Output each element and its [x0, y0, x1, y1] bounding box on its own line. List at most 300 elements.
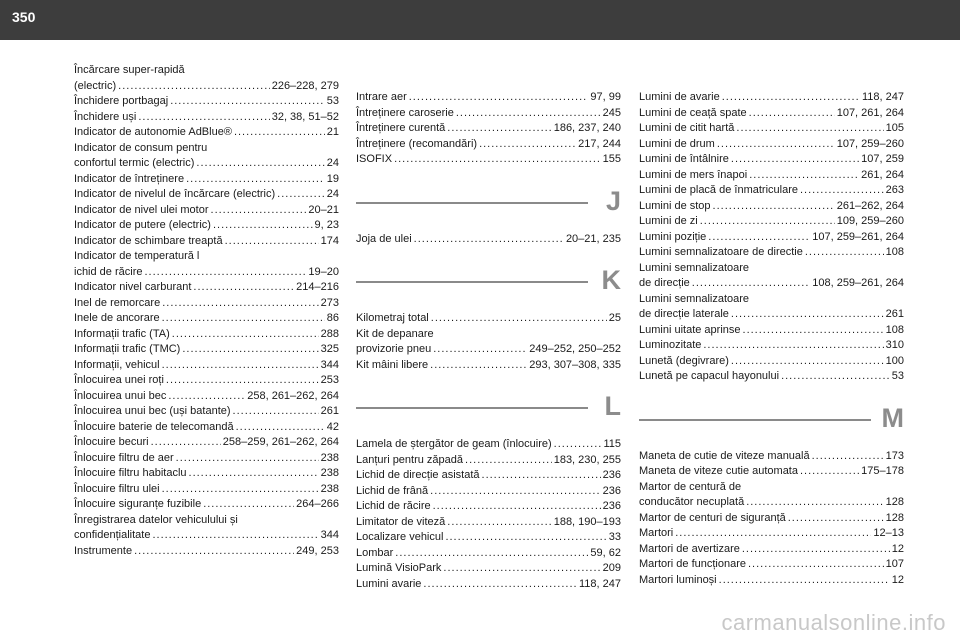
index-entry-pages: 128	[885, 511, 904, 524]
index-entry-title: ichid de răcire	[74, 265, 143, 278]
index-entry	[74, 451, 339, 467]
index-entry-title: Înlocuirea unui bec (uși batante)	[74, 405, 231, 417]
index-entry	[639, 338, 904, 354]
index-entry-title: Limitator de viteză	[356, 515, 446, 528]
index-entry-title: Indicator de autonomie AdBlue®	[74, 126, 232, 138]
index-entry-title: Indicator de întreținere	[74, 172, 185, 185]
index-entry	[356, 152, 621, 168]
index-entry-pages: 310	[885, 339, 904, 351]
index-entry	[356, 121, 621, 137]
dot-leader	[277, 187, 325, 203]
dot-leader	[409, 90, 589, 106]
page-header-bar	[0, 0, 960, 40]
index-entry	[639, 323, 904, 339]
index-entry-pages: 293, 307–308, 335	[529, 358, 621, 371]
index-entry-pages: 238	[320, 467, 339, 479]
index-entry-title: Informații trafic (TMC)	[74, 343, 181, 355]
index-entry-pages: 288	[320, 327, 339, 340]
index-entry-title: Lunetă pe capacul hayonului	[639, 370, 780, 382]
index-entry-title: Lunetă (degivrare)	[639, 354, 729, 367]
dot-leader	[168, 389, 245, 405]
index-entry-pages: 12	[891, 573, 904, 586]
index-entry	[639, 106, 904, 122]
dot-leader	[692, 276, 810, 292]
index-entry	[74, 110, 339, 126]
index-entry	[74, 327, 339, 343]
section-rule	[356, 407, 588, 409]
dot-leader	[172, 327, 319, 343]
index-entry-title: Inel de remorcare	[74, 296, 161, 309]
index-entry-pages: 238	[320, 482, 339, 495]
index-entry-title: Întreținere caroserie	[356, 106, 454, 119]
dot-leader	[749, 168, 859, 184]
dot-leader	[430, 484, 600, 500]
dot-leader	[713, 199, 835, 215]
dot-leader	[700, 214, 835, 230]
index-entry-title: Martor de centuri de siguranță	[639, 511, 786, 524]
index-entry-pages: 155	[602, 153, 621, 165]
index-entry-title-line: Lumini semnalizatoare	[639, 292, 750, 305]
index-entry-pages: 118, 247	[578, 577, 621, 590]
index-entry-pages: 175–178	[861, 465, 904, 477]
index-entry-pages: 118, 247	[861, 91, 904, 103]
dot-leader	[234, 125, 325, 141]
index-entry	[356, 530, 621, 546]
section-rule	[356, 202, 588, 204]
index-entry-pages: 19	[326, 172, 339, 185]
dot-leader	[394, 152, 601, 168]
index-entry	[356, 327, 621, 358]
index-entry-pages: 238	[320, 451, 339, 464]
index-entry-title: Indicator de putere (electric)	[74, 219, 211, 231]
index-entry	[74, 63, 339, 94]
index-entry-pages: 25	[608, 312, 621, 324]
index-entry-pages: 214–216	[296, 281, 339, 293]
index-entry-pages: 19–20	[308, 265, 339, 278]
index-entry	[74, 544, 339, 560]
index-entry	[74, 482, 339, 498]
index-entry-pages: 236	[602, 484, 621, 497]
dot-leader	[414, 232, 564, 248]
index-entry	[74, 187, 339, 203]
index-entry-title: Kit mâini libere	[356, 358, 429, 371]
index-entry-pages: 42	[326, 420, 339, 433]
dot-leader	[746, 495, 883, 511]
dot-leader	[748, 557, 884, 573]
index-entry-title: Lumini de mers înapoi	[639, 168, 748, 181]
dot-leader	[703, 338, 883, 354]
index-entry-pages: 249–252, 250–252	[529, 343, 621, 355]
dot-leader	[719, 573, 890, 589]
dot-leader	[186, 172, 325, 188]
index-entry	[639, 121, 904, 137]
dot-leader	[118, 79, 270, 95]
index-entry-pages: 249, 253	[296, 544, 339, 557]
index-entry	[639, 449, 904, 465]
index-entry-title: Instrumente	[74, 544, 133, 557]
index-entry	[639, 511, 904, 527]
index-entry	[639, 369, 904, 385]
dot-leader	[447, 121, 551, 137]
index-entry-title-line: Înregistrarea datelor vehiculului și	[74, 513, 238, 526]
section-divider	[356, 373, 621, 437]
dot-leader	[162, 358, 319, 374]
index-column-2	[356, 90, 621, 592]
dot-leader	[144, 265, 306, 281]
dot-leader	[800, 183, 884, 199]
index-entry	[639, 292, 904, 323]
index-entry-title: Înlocuire filtru de aer	[74, 451, 174, 464]
index-entry-title: Lanțuri pentru zăpadă	[356, 453, 464, 466]
index-entry-pages: 59, 62	[590, 546, 621, 559]
dot-leader	[433, 342, 527, 358]
index-entry	[74, 218, 339, 234]
index-entry-title: Informații, vehicul	[74, 358, 160, 371]
dot-leader	[717, 137, 835, 153]
index-entry-pages: 188, 190–193	[553, 515, 621, 528]
index-entry-title: Martori de funcționare	[639, 558, 746, 570]
index-entry-pages: 33	[608, 531, 621, 543]
dot-leader	[731, 152, 859, 168]
index-entry-title: Lumini de zi	[639, 215, 698, 227]
index-entry-title: Lumini de citit hartă	[639, 122, 735, 134]
index-entry-title: Lamela de ștergător de geam (înlocuire)	[356, 438, 552, 450]
index-entry-title: Înlocuire baterie de telecomandă	[74, 420, 234, 433]
index-entry-pages: 344	[320, 358, 339, 371]
index-entry	[639, 214, 904, 230]
dot-leader	[395, 546, 588, 562]
index-entry	[639, 480, 904, 511]
index-entry-pages: 209	[602, 562, 621, 574]
index-entry-pages: 108	[885, 246, 904, 258]
index-entry-pages: 186, 237, 240	[553, 122, 621, 134]
index-entry-pages: 100	[885, 354, 904, 367]
index-entry	[74, 435, 339, 451]
index-entry-pages: 108, 259–261, 264	[812, 277, 904, 289]
index-entry-pages: 174	[320, 234, 339, 247]
dot-leader	[800, 464, 859, 480]
dot-leader	[788, 511, 884, 527]
index-entry-pages: 261	[885, 308, 904, 320]
page-number: 350	[12, 9, 36, 25]
index-entry-title: Localizare vehicul	[356, 531, 444, 543]
index-entry-pages: 261–262, 264	[836, 199, 904, 212]
index-entry	[356, 106, 621, 122]
index-entry	[356, 499, 621, 515]
index-entry-pages: 217, 244	[578, 137, 621, 150]
index-entry-title-line: Kit de depanare	[356, 327, 434, 340]
index-entry	[639, 245, 904, 261]
index-entry	[639, 557, 904, 573]
dot-leader	[162, 296, 318, 312]
index-entry	[74, 172, 339, 188]
index-entry	[74, 497, 339, 513]
index-entry	[639, 168, 904, 184]
index-entry-title-line: Martor de centură de	[639, 480, 742, 493]
index-entry-pages: 108	[885, 323, 904, 336]
index-entry-title: Lumini avarie	[356, 577, 422, 590]
index-entry-pages: 12–13	[873, 527, 904, 539]
index-entry-title: Indicator de schimbare treaptă	[74, 234, 223, 247]
index-entry-title: Maneta de viteze cutie automata	[639, 465, 798, 477]
index-entry-title: Închidere uși	[74, 110, 137, 123]
dot-leader	[196, 156, 324, 172]
dot-leader	[211, 203, 307, 219]
index-entry-title: Lumini de întâlnire	[639, 153, 729, 165]
index-entry-pages: 107, 259–261, 264	[812, 230, 904, 243]
index-entry	[356, 453, 621, 469]
dot-leader	[162, 482, 319, 498]
index-entry-title: Lichid de răcire	[356, 500, 431, 512]
dot-leader	[708, 230, 810, 246]
dot-leader	[225, 234, 319, 250]
index-entry-pages: 183, 230, 255	[553, 453, 621, 466]
index-entry	[74, 203, 339, 219]
dot-leader	[742, 542, 890, 558]
index-entry-pages: 12	[891, 542, 904, 555]
index-entry-pages: 173	[885, 449, 904, 462]
index-entry-title: de direcție laterale	[639, 308, 729, 320]
index-entry	[639, 573, 904, 589]
index-entry-title: Înlocuire filtru ulei	[74, 482, 160, 495]
index-entry-pages: 109, 259–260	[836, 215, 904, 227]
index-entry-pages: 245	[602, 106, 621, 119]
index-entry-pages: 264–266	[296, 498, 339, 510]
index-entry	[356, 311, 621, 327]
index-entry	[356, 484, 621, 500]
index-entry-pages: 105	[885, 122, 904, 134]
index-column-1	[74, 63, 339, 559]
dot-leader	[189, 466, 319, 482]
section-letter: K	[601, 265, 621, 295]
dot-leader	[433, 499, 601, 515]
index-entry-title: Intrare aer	[356, 91, 407, 103]
dot-leader	[203, 497, 294, 513]
index-column-3	[639, 90, 904, 588]
index-entry	[639, 137, 904, 153]
dot-leader	[479, 137, 576, 153]
index-entry-pages: 24	[326, 157, 339, 169]
dot-leader	[749, 106, 835, 122]
index-entry-pages: 261, 264	[861, 168, 904, 181]
index-entry	[74, 280, 339, 296]
dot-leader	[675, 526, 871, 542]
index-entry-pages: 253	[320, 374, 339, 386]
dot-leader	[456, 106, 601, 122]
index-entry-title: Înlocuire filtru habitaclu	[74, 467, 187, 479]
index-entry-pages: 107, 261, 264	[836, 106, 904, 119]
index-entry-title: Indicator nivel carburant	[74, 281, 192, 293]
index-entry-title-line: Indicator de consum pentru	[74, 141, 208, 154]
index-entry	[74, 404, 339, 420]
index-entry-pages: 21	[326, 126, 339, 138]
index-entry	[356, 90, 621, 106]
index-entry-title: Închidere portbagaj	[74, 95, 169, 107]
index-entry	[74, 420, 339, 436]
index-entry	[639, 152, 904, 168]
index-entry	[639, 199, 904, 215]
index-entry-pages: 273	[320, 296, 339, 309]
index-entry	[74, 466, 339, 482]
index-entry-title: de direcție	[639, 277, 690, 289]
index-entry-pages: 107, 259	[861, 153, 904, 165]
index-entry-pages: 128	[885, 496, 904, 508]
index-entry	[74, 249, 339, 280]
dot-leader	[465, 453, 552, 469]
index-entry	[356, 232, 621, 248]
index-entry	[356, 137, 621, 153]
dot-leader	[162, 311, 325, 327]
dot-leader	[445, 530, 606, 546]
index-entry	[74, 311, 339, 327]
index-entry	[74, 141, 339, 172]
section-rule	[639, 419, 871, 421]
index-entry-pages: 226–228, 279	[271, 79, 339, 92]
index-entry	[356, 437, 621, 453]
index-entry-title: Lichid de frână	[356, 484, 429, 497]
index-entry-title: Martori de avertizare	[639, 542, 740, 555]
index-entry-title: Lumini semnalizatoare de directie	[639, 246, 803, 258]
index-entry	[74, 513, 339, 544]
index-entry-title: confortul termic (electric)	[74, 157, 195, 169]
section-letter: J	[605, 185, 621, 216]
index-entry-pages: 261	[320, 405, 339, 417]
index-entry-title: Lumini de drum	[639, 137, 715, 150]
index-entry-title: Luminozitate	[639, 339, 702, 351]
index-entry	[74, 342, 339, 358]
index-entry-pages: 325	[320, 343, 339, 355]
index-entry	[639, 354, 904, 370]
index-entry-pages: 97, 99	[590, 91, 621, 103]
dot-leader	[236, 420, 325, 436]
index-entry	[74, 125, 339, 141]
section-rule	[356, 281, 588, 283]
section-letter: M	[881, 402, 904, 433]
index-entry-pages: 258, 261–262, 264	[247, 389, 339, 402]
dot-leader	[482, 468, 601, 484]
index-entry-pages: 20–21, 235	[565, 232, 621, 245]
dot-leader	[233, 404, 319, 420]
index-entry-pages: 344	[320, 529, 339, 541]
index-entry-pages: 236	[602, 500, 621, 512]
dot-leader	[731, 354, 884, 370]
index-entry	[639, 183, 904, 199]
index-entry-title: Lumini de avarie	[639, 91, 720, 103]
index-entry-title-line: Încărcare super-rapidă	[74, 64, 185, 76]
index-entry-title: Lichid de direcție asistată	[356, 469, 480, 481]
index-entry-title-line: Indicator de temperatură l	[74, 250, 200, 262]
index-entry	[639, 542, 904, 558]
index-entry-title: Întreținere (recomandări)	[356, 137, 478, 150]
index-entry-title: Înlocuire becuri	[74, 436, 149, 448]
dot-leader	[213, 218, 313, 234]
dot-leader	[781, 369, 890, 385]
index-entry-title: Indicator de nivel ulei motor	[74, 203, 209, 216]
index-entry	[639, 464, 904, 480]
index-entry-title: Lumini uitate aprinse	[639, 323, 741, 336]
index-entry-title: Inele de ancorare	[74, 312, 160, 324]
dot-leader	[805, 245, 884, 261]
dot-leader	[193, 280, 294, 296]
index-entry-title: Joja de ulei	[356, 232, 412, 245]
index-entry	[74, 358, 339, 374]
dot-leader	[182, 342, 318, 358]
index-entry	[639, 526, 904, 542]
dot-leader	[431, 311, 607, 327]
index-entry-pages: 107, 259–260	[836, 137, 904, 150]
section-divider	[356, 168, 621, 232]
index-entry-pages: 24	[326, 188, 339, 200]
dot-leader	[736, 121, 883, 137]
index-entry	[639, 90, 904, 106]
index-entry-title: Kilometraj total	[356, 312, 429, 324]
index-entry	[74, 389, 339, 405]
dot-leader	[134, 544, 294, 560]
index-entry-title: Lumini de ceață spate	[639, 106, 747, 119]
index-entry-pages: 236	[602, 469, 621, 481]
index-entry-title: Lumini de stop	[639, 199, 711, 212]
index-entry-title: Indicator de nivelul de încărcare (electric)	[74, 188, 276, 200]
index-entry-title: Lumină VisioPark	[356, 562, 442, 574]
index-entry-title: conducător necuplată	[639, 496, 745, 508]
dot-leader	[170, 94, 325, 110]
index-entry-title: provizorie pneu	[356, 343, 432, 355]
index-entry	[639, 261, 904, 292]
index-entry-pages: 263	[885, 184, 904, 196]
index-entry-pages: 53	[326, 95, 339, 107]
index-entry-pages: 9, 23	[314, 219, 339, 231]
dot-leader	[423, 577, 577, 593]
index-entry	[74, 296, 339, 312]
index-entry-pages: 107	[885, 558, 904, 570]
index-entry-title: Maneta de cutie de viteze manuală	[639, 449, 810, 462]
index-entry-title: Martori	[639, 527, 674, 539]
section-divider	[639, 385, 904, 449]
index-entry-pages: 115	[603, 438, 621, 450]
index-entry-title: Martori luminoși	[639, 573, 717, 586]
index-entry-title: (electric)	[74, 79, 117, 92]
index-entry	[639, 230, 904, 246]
dot-leader	[430, 358, 527, 374]
dot-leader	[722, 90, 860, 106]
dot-leader	[447, 515, 551, 531]
dot-leader	[443, 561, 600, 577]
index-entry-title: Lombar	[356, 546, 394, 559]
index-entry-title: Lumini poziție	[639, 230, 707, 243]
dot-leader	[152, 528, 318, 544]
index-entry-pages: 32, 38, 51–52	[271, 110, 339, 123]
index-entry	[356, 546, 621, 562]
dot-leader	[166, 373, 319, 389]
dot-leader	[731, 307, 884, 323]
index-entry-title: Lumini de placă de înmatriculare	[639, 184, 798, 196]
index-entry-pages: 86	[326, 312, 339, 324]
dot-leader	[176, 451, 319, 467]
index-entry	[356, 561, 621, 577]
index-entry	[74, 94, 339, 110]
index-entry	[356, 577, 621, 593]
index-entry-title: Înlocuirea unei roți	[74, 374, 164, 386]
dot-leader	[743, 323, 884, 339]
index-entry	[356, 468, 621, 484]
index-entry	[356, 515, 621, 531]
index-entry-pages: 53	[891, 370, 904, 382]
index-entry	[356, 358, 621, 374]
index-entry-title: Înlocuirea unui bec	[74, 389, 167, 402]
index-entry-title: ISOFIX	[356, 153, 393, 165]
index-entry-title: Întreținere curentă	[356, 122, 446, 134]
index-entry-title: Înlocuire siguranțe fuzibile	[74, 498, 202, 510]
